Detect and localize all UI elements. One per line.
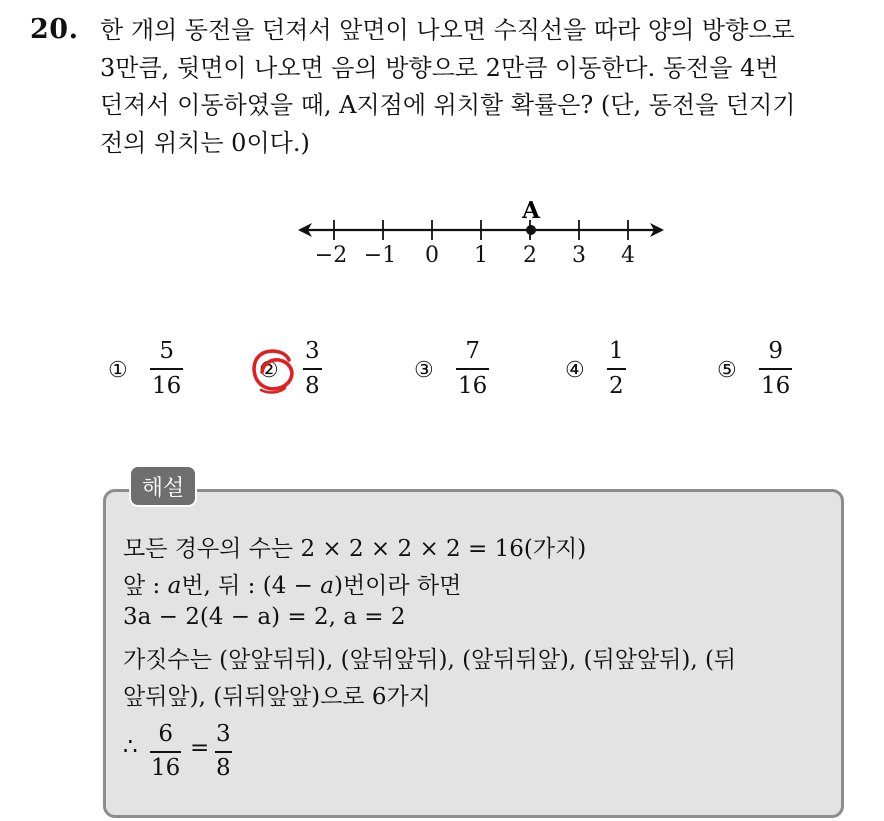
solution-line-4: 가짓수는 (앞앞뒤뒤), (앞뒤앞뒤), (앞뒤뒤앞), (뒤앞앞뒤), (뒤 [123, 647, 737, 673]
tick-label: 0 [425, 243, 439, 268]
solution-line-2 [123, 567, 461, 600]
numerator: 1 [609, 338, 624, 364]
tick-label: −2 [314, 243, 348, 268]
question-line-2: 3만큼, 뒷면이 나오면 음의 방향으로 2만큼 이동한다. 동전을 4번 [100, 53, 779, 82]
numerator: 6 [158, 721, 173, 747]
solution-line-5: 앞뒤앞), (뒤뒤앞앞)으로 6가지 [123, 684, 431, 710]
denominator: 16 [761, 372, 791, 399]
denominator: 2 [609, 372, 624, 399]
denominator: 8 [216, 754, 231, 781]
numerator: 5 [159, 338, 174, 364]
numerator: 3 [305, 338, 320, 364]
number-line-ticks [315, 220, 635, 268]
choice-fraction [759, 338, 792, 399]
solution-tag: 해설 [129, 465, 197, 507]
solution-text: 앞 : [123, 573, 168, 599]
tick-label: −1 [363, 243, 397, 268]
choice-fraction [607, 338, 626, 399]
variable-a: a [320, 573, 334, 599]
choice-fraction [303, 338, 322, 399]
solution-fraction-1 [150, 721, 181, 782]
solution-fraction-2 [215, 721, 232, 782]
answer-choices [0, 338, 884, 408]
variable-a: a [167, 573, 182, 599]
choice-number: ① [108, 358, 128, 383]
question-line-3: 던져서 이동하였을 때, A지점에 위치할 확률은? (단, 동전을 던지기 [100, 91, 796, 119]
tick-label: 2 [523, 243, 537, 268]
denominator: 16 [151, 754, 181, 781]
choice-number: ③ [414, 358, 434, 383]
question-line-4: 전의 위치는 0이다.) [100, 128, 310, 157]
denominator: 16 [152, 372, 182, 399]
solution-line-3: 3a − 2(4 − a) = 2, a = 2 [123, 604, 406, 630]
question-text [100, 12, 870, 162]
denominator: 8 [305, 372, 320, 399]
denominator: 16 [458, 372, 488, 399]
solution-line-1: 모든 경우의 수는 2 × 2 × 2 × 2 = 16(가지) [123, 536, 587, 562]
number-line [296, 190, 676, 270]
choice-number: ② [259, 358, 279, 383]
choice-number: ④ [565, 358, 585, 383]
choice-fraction [456, 338, 489, 399]
numerator: 3 [216, 721, 231, 747]
question-number: 20. [30, 14, 79, 45]
point-a-label: A [522, 197, 540, 224]
equals-sign: = [190, 735, 210, 761]
solution-text: )번이라 하면 [333, 573, 462, 599]
numerator: 7 [465, 338, 480, 364]
choice-fraction [150, 338, 183, 399]
selected-circle-mark [249, 346, 297, 398]
point-a-dot [526, 225, 536, 235]
tick-label: 3 [572, 243, 586, 268]
tick-label: 1 [474, 243, 488, 268]
numerator: 9 [768, 338, 783, 364]
question-line-1: 한 개의 동전을 던져서 앞면이 나오면 수직선을 따라 양의 방향으로 [100, 16, 795, 44]
choice-number: ⑤ [717, 358, 737, 383]
solution-text: 번, 뒤 : (4 − [181, 573, 321, 599]
tick-label: 4 [621, 243, 635, 268]
therefore-symbol: ∴ [123, 734, 138, 760]
